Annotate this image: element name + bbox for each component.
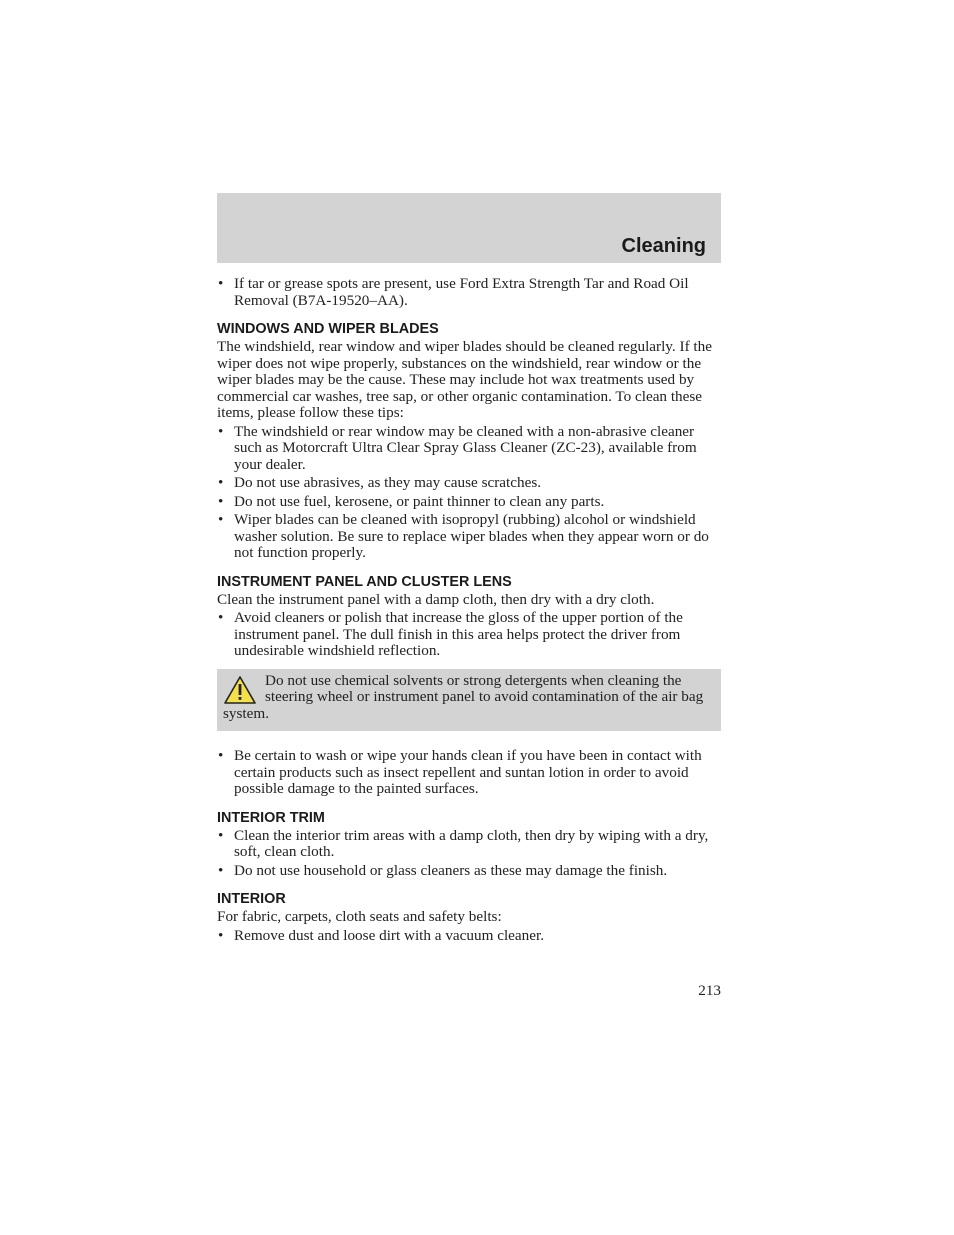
page-number: 213 <box>698 982 721 999</box>
bullet-text: Do not use abrasives, as they may cause scratches. <box>234 474 542 491</box>
list-item <box>217 610 723 660</box>
bullet-text: If tar or grease spots are present, use Ford Extra Strength Tar and Road Oil Removal (B7A-19520–AA). <box>234 275 689 309</box>
page-content <box>217 276 723 946</box>
bullet-marker: • <box>218 826 224 844</box>
warning-box <box>217 669 721 732</box>
list-item <box>217 828 723 861</box>
list-item <box>217 424 723 474</box>
bullet-text: The windshield or rear window may be cleaned with a non-abrasive cleaner such as Motorcraft Ultra Clear Spray Glass Cleaner (ZC-23), available from your dealer. <box>234 422 697 473</box>
bullet-marker: • <box>218 861 224 879</box>
list-item <box>217 863 723 880</box>
bullet-text: Clean the interior trim areas with a damp cloth, then dry by wiping with a dry, soft, clean cloth. <box>234 826 709 860</box>
list-item <box>217 748 723 798</box>
warning-triangle-icon <box>223 675 257 705</box>
section-title: Cleaning <box>621 235 706 257</box>
bullet-marker: • <box>218 474 224 491</box>
paragraph-windows: The windshield, rear window and wiper blades should be cleaned regularly. If the wiper does not wipe properly, substances on the windshield, rear window or the wiper blades may be the cause. These may include hot wax treatments used by commercial car washes, tree sap, or other organic contamination. To clean these items, please follow these tips: <box>217 338 712 421</box>
heading-interior-trim: INTERIOR TRIM <box>217 809 325 826</box>
bullet-marker: • <box>218 275 224 292</box>
bullet-text: Avoid cleaners or polish that increase the gloss of the upper portion of the instrument panel. The dull finish in this area helps protect the driver from undesirable windshield reflection. <box>234 609 683 659</box>
bullet-text: Do not use fuel, kerosene, or paint thinner to clean any parts. <box>234 492 605 510</box>
list-item <box>217 494 723 511</box>
heading-instrument-panel: INSTRUMENT PANEL AND CLUSTER LENS <box>217 573 512 590</box>
bullet-marker: • <box>218 492 224 510</box>
list-item <box>217 928 723 945</box>
bullet-text: Wiper blades can be cleaned with isopropyl (rubbing) alcohol or windshield washer solution. Be sure to replace wiper blades when they appear worn or do not function properly. <box>234 511 709 561</box>
paragraph-instrument-panel: Clean the instrument panel with a damp cloth, then dry with a dry cloth. <box>217 590 655 608</box>
bullet-marker: • <box>218 511 224 528</box>
paragraph-interior: For fabric, carpets, cloth seats and safety belts: <box>217 908 502 925</box>
list-item <box>217 512 723 562</box>
heading-windows: WINDOWS AND WIPER BLADES <box>217 321 439 337</box>
heading-interior: INTERIOR <box>217 891 286 907</box>
bullet-text: Be certain to wash or wipe your hands clean if you have been in contact with certain products such as insect repellent and suntan lotion in order to avoid possible damage to the painted surfaces. <box>234 747 702 797</box>
bullet-marker: • <box>218 747 224 764</box>
bullet-marker: • <box>218 609 224 626</box>
bullet-marker: • <box>218 422 224 440</box>
list-item <box>217 475 723 492</box>
list-item <box>217 276 723 309</box>
bullet-marker: • <box>218 926 224 944</box>
bullet-text: Do not use household or glass cleaners as these may damage the finish. <box>234 861 668 879</box>
bullet-text: Remove dust and loose dirt with a vacuum cleaner. <box>234 926 544 944</box>
section-header-band <box>217 193 721 263</box>
warning-text: Do not use chemical solvents or strong detergents when cleaning the steering wheel or instrument panel to avoid contamination of the air bag system. <box>223 671 704 722</box>
